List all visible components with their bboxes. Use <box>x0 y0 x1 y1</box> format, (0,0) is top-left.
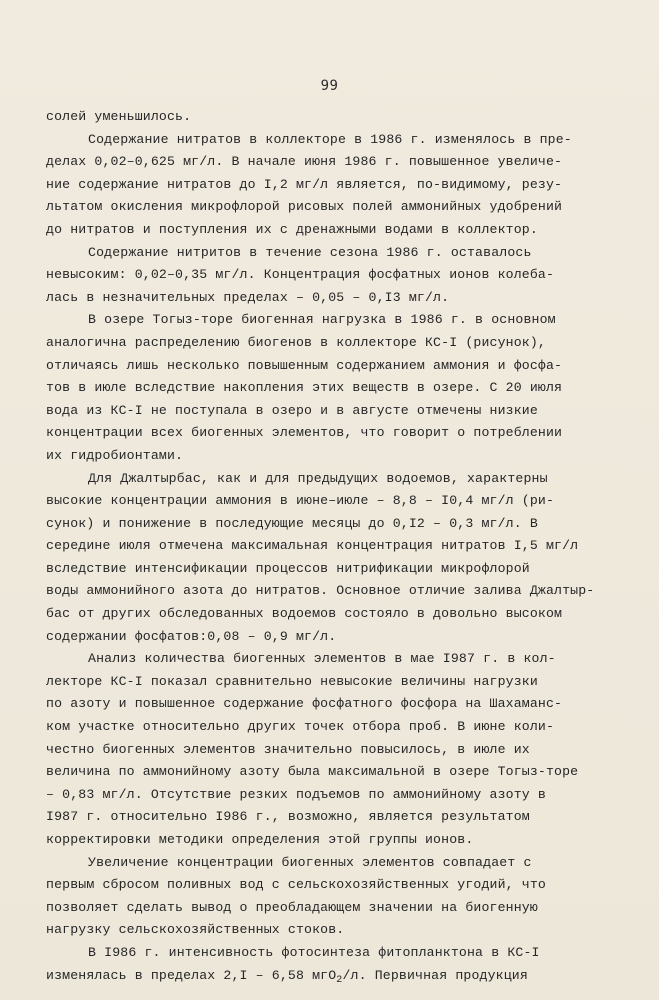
text-line: отличаясь лишь несколько повышенным содержанием аммония и фосфа- <box>46 357 563 373</box>
text-line: тов в июле вследствие накопления этих веществ в озере. С 20 июля <box>46 380 563 396</box>
text-line: честно биогенных элементов значительно повысилось, в июле их <box>46 741 530 757</box>
text-line: невысоким: 0,02–0,35 мг/л. Концентрация фосфатных ионов колеба- <box>46 267 555 283</box>
text-line: I987 г. относительно I986 г., возможно, является результатом <box>46 809 530 825</box>
text-line: позволяет сделать вывод о преобладающем значении на биогенную <box>46 899 538 915</box>
text-line: бас от других обследованных водоемов состояло в довольно высоком <box>46 606 563 622</box>
text-line: до нитратов и поступления их с дренажными водами в коллектор. <box>46 221 538 237</box>
text-line: вода из КС-I не поступала в озеро и в августе отмечены низкие <box>46 402 538 418</box>
text-line: Анализ количества биогенных элементов в мае I987 г. в кол- <box>88 651 556 667</box>
text-line: Содержание нитратов в коллекторе в 1986 г. изменялось в пре- <box>88 131 572 147</box>
text-line: В озере Тогыз-торе биогенная нагрузка в 1986 г. в основном <box>88 312 556 328</box>
page-number: 99 <box>320 78 339 94</box>
text-line: – 0,83 мг/л. Отсутствие резких подъемов по аммонийному азоту в <box>46 786 546 802</box>
text-fragment: /л. Первичная продукция <box>342 967 528 983</box>
text-line: аналогична распределению биогенов в коллекторе КС-I (рисунок), <box>46 334 546 350</box>
text-line: льтатом окисления микрофлорой рисовых полей аммонийных удобрений <box>46 199 563 215</box>
text-line: содержании фосфатов:0,08 – 0,9 мг/л. <box>46 628 337 644</box>
body-text <box>46 106 606 987</box>
text-line: лась в незначительных пределах – 0,05 – 0,I3 мг/л. <box>46 289 450 305</box>
text-line: Содержание нитритов в течение сезона 1986 г. оставалось <box>88 244 532 260</box>
text-line: их гидробионтами. <box>46 447 184 463</box>
text-line: сунок) и понижение в последующие месяцы до 0,I2 – 0,3 мг/л. В <box>46 515 538 531</box>
text-line: воды аммонийного азота до нитратов. Основное отличие залива Джалтыр- <box>46 583 595 599</box>
text-line: солей уменьшилось. <box>46 109 192 124</box>
text-line-last <box>46 965 606 988</box>
text-line: лекторе КС-I показал сравнительно невысокие величины нагрузки <box>46 673 538 689</box>
text-line: ком участке относительно других точек отбора проб. В июне коли- <box>46 719 555 735</box>
text-line: первым сбросом поливных вод с сельскохозяйственных угодий, что <box>46 877 546 893</box>
text-line: ние содержание нитратов до I,2 мг/л является, по-видимому, резу- <box>46 176 563 192</box>
text-line: делах 0,02–0,625 мг/л. В начале июня 1986 г. повышенное увеличе- <box>46 154 563 170</box>
text-fragment: изменялась в пределах 2,I – 6,58 мгО <box>46 967 337 983</box>
text-line: середине июля отмечена максимальная концентрация нитратов I,5 мг/л <box>46 538 579 554</box>
text-line: В I986 г. интенсивность фотосинтеза фитопланктона в КС-I <box>88 944 540 960</box>
text-line: высокие концентрации аммония в июне–июле – 8,8 – I0,4 мг/л (ри- <box>46 493 555 509</box>
text-line: вследствие интенсификации процессов нитрификации микрофлорой <box>46 560 530 576</box>
subscript: 2 <box>336 974 343 986</box>
text-line: величина по аммонийному азоту была максимальной в озере Тогыз-торе <box>46 764 579 780</box>
text-line: Для Джалтырбас, как и для предыдущих водоемов, характерны <box>88 470 548 486</box>
text-line: по азоту и повышенное содержание фосфатного фосфора на Шахаманс- <box>46 696 563 712</box>
text-line: концентрации всех биогенных элементов, что говорит о потреблении <box>46 425 563 441</box>
text-line: корректировки методики определения этой группы ионов. <box>46 832 474 847</box>
text-line: нагрузку сельскохозяйственных стоков. <box>46 922 345 938</box>
text-line: Увеличение концентрации биогенных элементов совпадает с <box>88 854 532 870</box>
